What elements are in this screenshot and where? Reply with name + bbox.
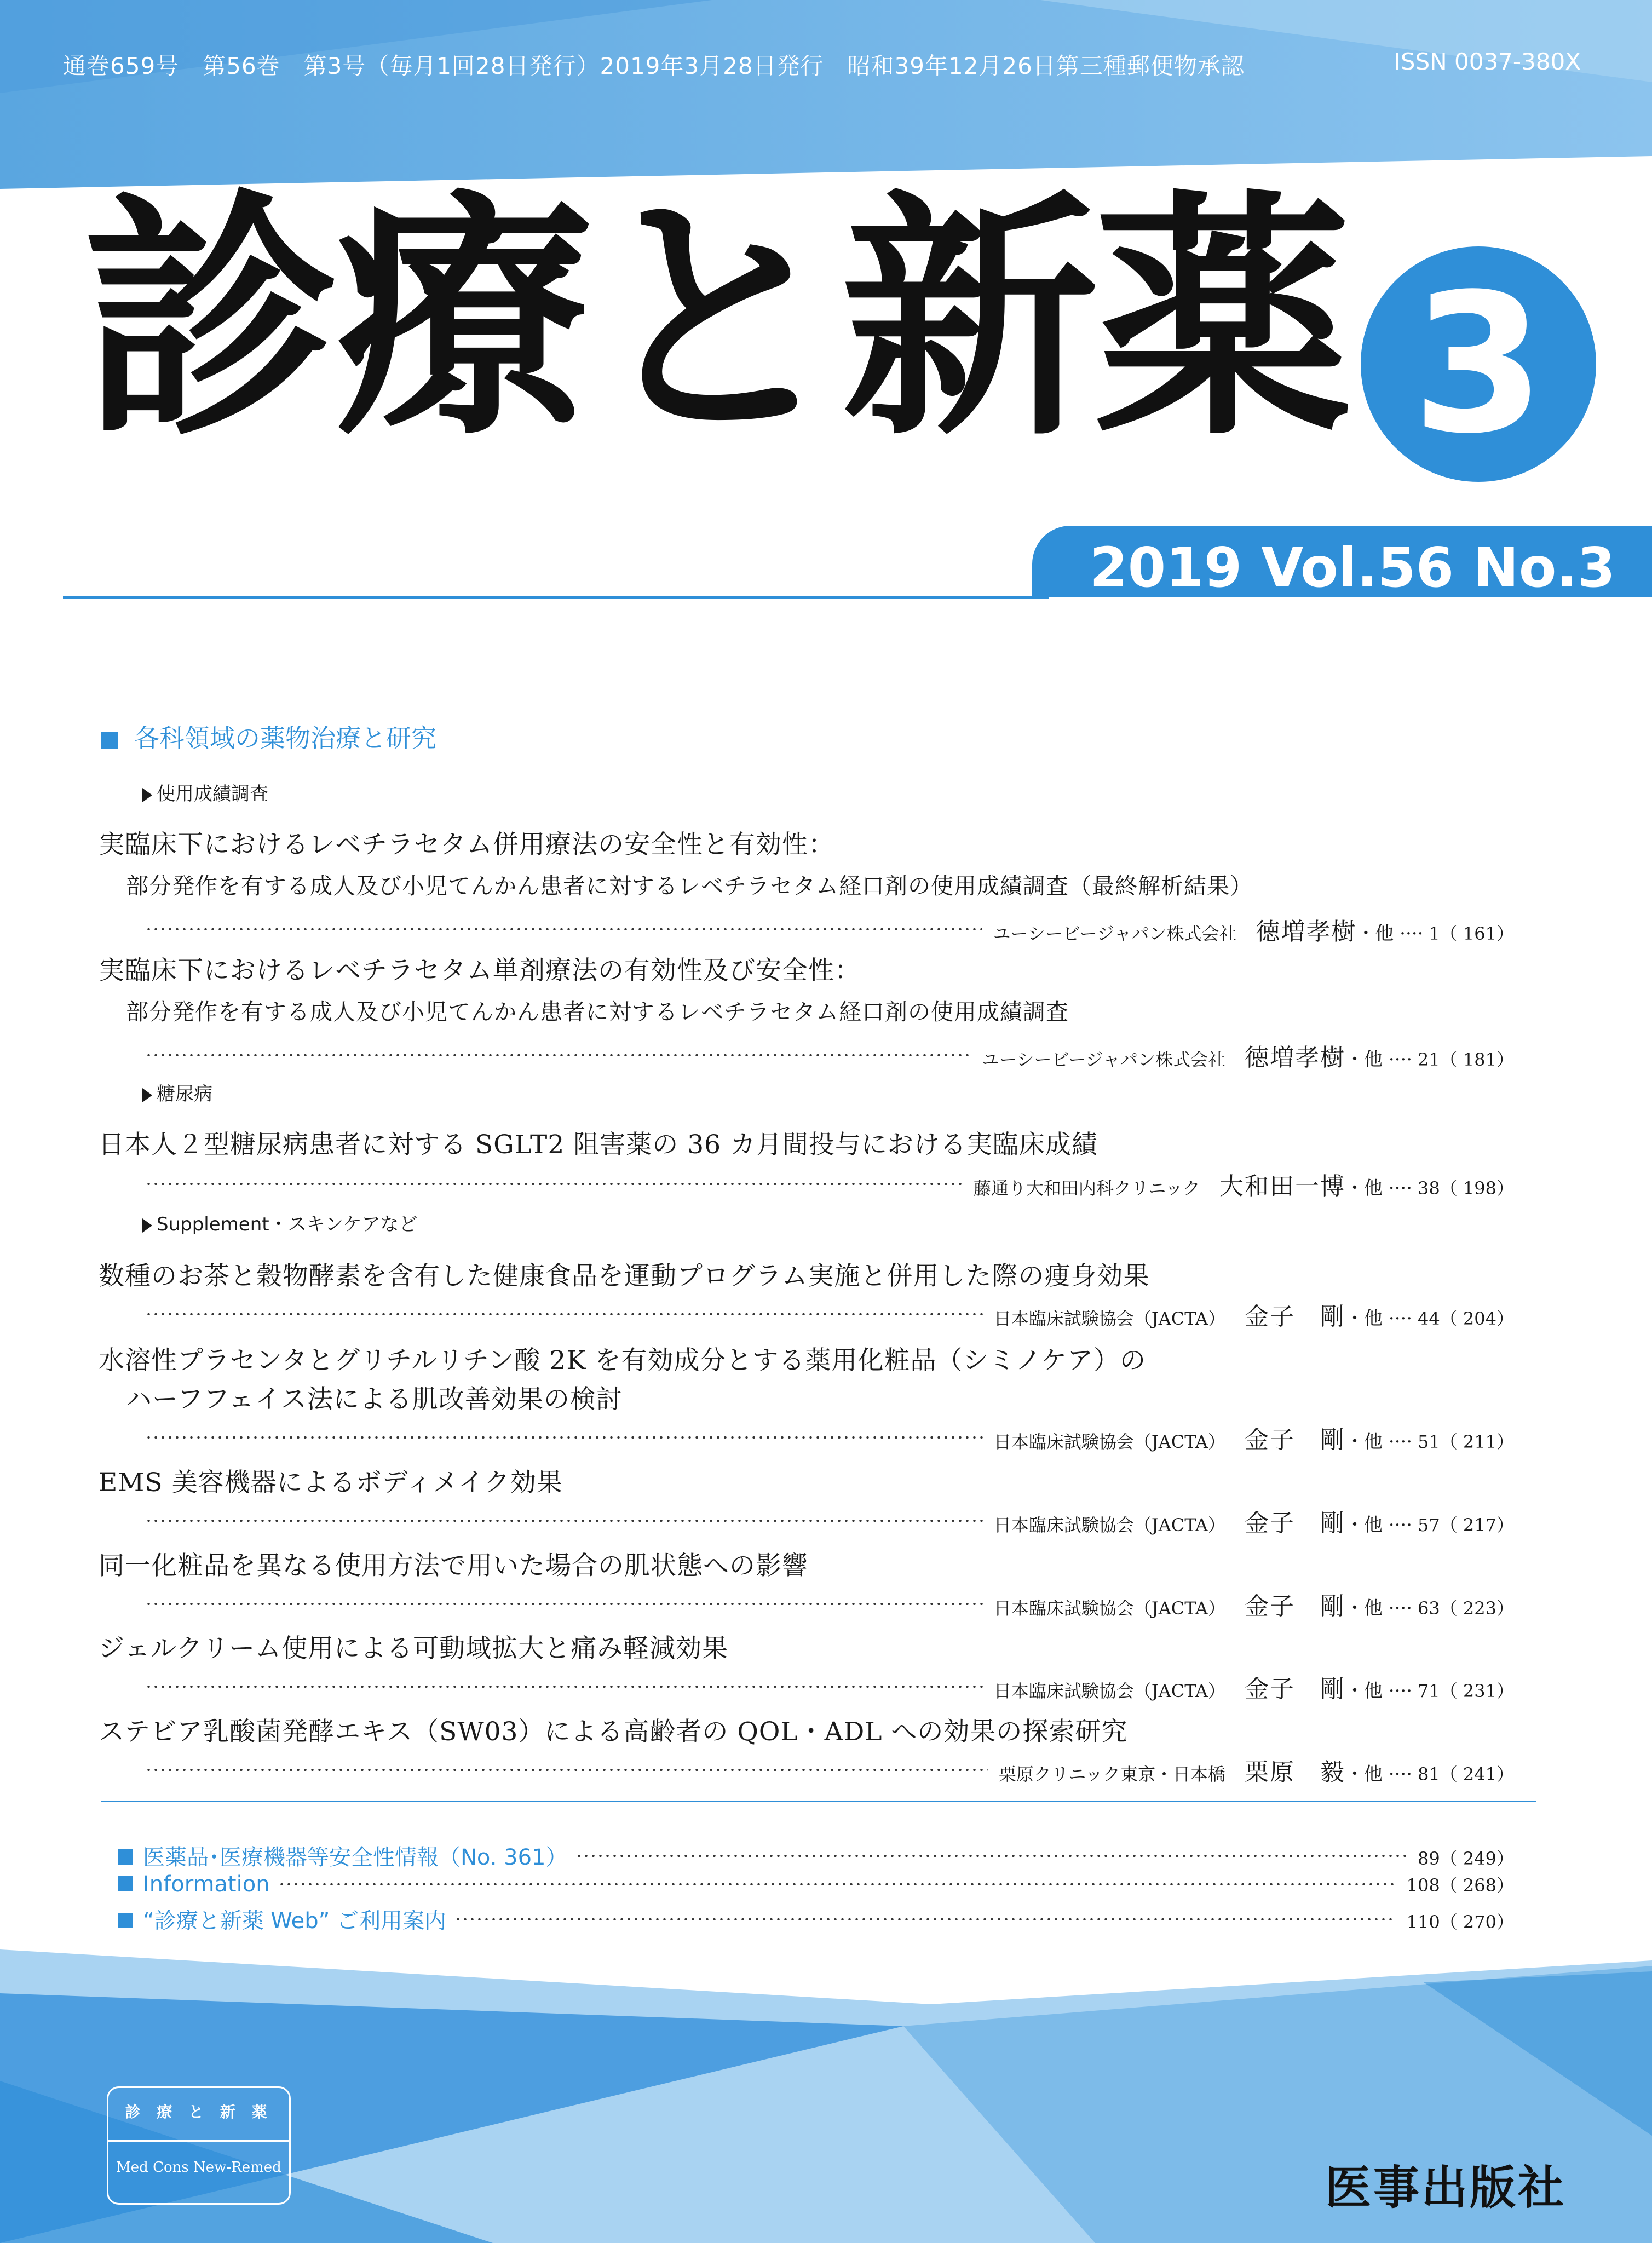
subheading-label: 使用成績調査 bbox=[157, 783, 268, 805]
subheading bbox=[142, 1079, 212, 1106]
bottom-item-label: “診療と新薬 Web” ご利用案内 bbox=[143, 1908, 447, 1934]
subheading-label: Supplement・スキンケアなど bbox=[157, 1213, 418, 1235]
subheading bbox=[142, 779, 268, 806]
affiliation: 藤通り大和田内科クリニック bbox=[973, 1178, 1200, 1199]
article-title-cont: ハーフフェイス法による肌改善効果の検討 bbox=[126, 1384, 623, 1414]
author-etc: ・他 ···· bbox=[1345, 1680, 1413, 1702]
author-etc: ・他 ···· bbox=[1345, 1049, 1413, 1071]
article-byline bbox=[145, 1420, 1514, 1455]
triangle-bullet-icon bbox=[142, 1088, 152, 1102]
leader-dots bbox=[145, 1603, 983, 1605]
page-number: 44（ 204） bbox=[1418, 1308, 1514, 1329]
leader-dots bbox=[145, 1520, 983, 1522]
section-heading bbox=[101, 718, 436, 755]
article-byline bbox=[145, 912, 1514, 947]
leader-dots bbox=[145, 928, 982, 930]
article-byline bbox=[145, 1297, 1514, 1332]
bottom-item[interactable] bbox=[118, 1872, 1514, 1897]
subheading bbox=[142, 1209, 418, 1236]
article-title[interactable]: 同一化粧品を異なる使用方法で用いた場合の肌状態への影響 bbox=[99, 1551, 808, 1581]
page-number: 108（ 268） bbox=[1406, 1875, 1514, 1896]
leader-dots bbox=[145, 1769, 988, 1771]
page-number: 21（ 181） bbox=[1418, 1049, 1514, 1070]
author: 栗原 毅 bbox=[1244, 1758, 1345, 1786]
affiliation: ユーシービージャパン株式会社 bbox=[982, 1049, 1225, 1070]
bottom-item-label: 医薬品･医療機器等安全性情報（No. 361） bbox=[143, 1845, 568, 1870]
page-number: 110（ 270） bbox=[1406, 1912, 1514, 1933]
square-bullet-icon bbox=[101, 732, 118, 749]
leader-dots bbox=[145, 1686, 983, 1688]
leader-dots bbox=[145, 1054, 971, 1056]
page-number: 71（ 231） bbox=[1418, 1681, 1514, 1701]
author-etc: ・他 ···· bbox=[1345, 1431, 1413, 1453]
issn: ISSN 0037-380X bbox=[1394, 48, 1581, 75]
article-title[interactable]: 実臨床下におけるレベチラセタム併用療法の安全性と有効性： bbox=[99, 830, 834, 860]
bottom-item[interactable] bbox=[118, 1903, 1514, 1935]
article-title[interactable]: 水溶性プラセンタとグリチルリチン酸 2K を有効成分とする薬用化粧品（シミノケア）の bbox=[99, 1345, 1147, 1376]
author: 金子 剛 bbox=[1244, 1303, 1345, 1331]
leader-dots bbox=[575, 1855, 1407, 1857]
page-number: 57（ 217） bbox=[1418, 1515, 1514, 1535]
affiliation: 日本臨床試験協会（JACTA） bbox=[993, 1431, 1225, 1452]
author: 徳増孝樹 bbox=[1244, 1044, 1345, 1072]
triangle-bullet-icon bbox=[142, 788, 152, 802]
page-number: 63（ 223） bbox=[1418, 1598, 1514, 1619]
author-etc: ・他 ···· bbox=[1345, 1514, 1413, 1536]
logo-jp-text: 診 療 と 新 薬 bbox=[125, 2103, 273, 2121]
author-etc: ・他 ···· bbox=[1356, 923, 1424, 945]
author: 金子 剛 bbox=[1244, 1592, 1345, 1620]
publisher-name: 医事出版社 bbox=[1325, 2161, 1567, 2215]
affiliation: 日本臨床試験協会（JACTA） bbox=[993, 1308, 1225, 1329]
affiliation: 栗原クリニック東京・日本橋 bbox=[998, 1764, 1225, 1785]
leader-dots bbox=[145, 1183, 963, 1185]
page-number: 51（ 211） bbox=[1418, 1431, 1514, 1452]
author-etc: ・他 ···· bbox=[1345, 1308, 1413, 1330]
page-number: 81（ 241） bbox=[1418, 1764, 1514, 1785]
article-byline bbox=[145, 1752, 1514, 1787]
article-title[interactable]: 数種のお茶と穀物酵素を含有した健康食品を運動プログラム実施と併用した際の痩身効果 bbox=[99, 1261, 1150, 1291]
square-bullet-icon bbox=[118, 1913, 133, 1928]
header-meta: 通巻659号 第56巻 第3号（毎月1回28日発行）2019年3月28日発行 昭和39年12月26日第三種郵便物承認 bbox=[63, 53, 1245, 79]
author: 金子 剛 bbox=[1244, 1509, 1345, 1537]
issue-number-badge: 3 bbox=[1361, 246, 1596, 482]
square-bullet-icon bbox=[118, 1849, 133, 1865]
bottom-item-label: Information bbox=[143, 1872, 270, 1897]
leader-dots bbox=[278, 1883, 1396, 1885]
article-title[interactable]: 実臨床下におけるレベチラセタム単剤療法の有効性及び安全性： bbox=[99, 956, 861, 986]
article-byline bbox=[145, 1038, 1514, 1073]
author-etc: ・他 ···· bbox=[1345, 1177, 1413, 1199]
affiliation: 日本臨床試験協会（JACTA） bbox=[993, 1515, 1225, 1535]
logo-divider bbox=[108, 2140, 289, 2142]
affiliation: 日本臨床試験協会（JACTA） bbox=[993, 1681, 1225, 1701]
journal-title: 診療と新薬 bbox=[82, 170, 1347, 470]
page-number: 38（ 198） bbox=[1418, 1178, 1514, 1199]
section-heading-label: 各科領域の薬物治療と研究 bbox=[134, 723, 436, 753]
article-subtitle: 部分発作を有する成人及び小児てんかん患者に対するレベチラセタム経口剤の使用成績調査（最終解析結果） bbox=[126, 873, 1253, 899]
article-byline bbox=[145, 1503, 1514, 1538]
logo-en-text: Med Cons New-Remed bbox=[116, 2159, 281, 2176]
subheading-label: 糖尿病 bbox=[157, 1083, 212, 1105]
affiliation: 日本臨床試験協会（JACTA） bbox=[993, 1598, 1225, 1619]
article-byline bbox=[145, 1669, 1514, 1704]
author: 徳増孝樹 bbox=[1256, 918, 1357, 946]
article-subtitle: 部分発作を有する成人及び小児てんかん患者に対するレベチラセタム経口剤の使用成績調査 bbox=[126, 999, 1069, 1025]
triangle-bullet-icon bbox=[142, 1218, 152, 1233]
article-byline bbox=[145, 1166, 1514, 1201]
journal-logo bbox=[107, 2086, 291, 2205]
author: 金子 剛 bbox=[1244, 1426, 1345, 1454]
volume-line: 2019 Vol.56 No.3 bbox=[1090, 536, 1615, 600]
article-title[interactable]: EMS 美容機器によるボディメイク効果 bbox=[99, 1468, 563, 1498]
page-number: 89（ 249） bbox=[1418, 1848, 1514, 1869]
bottom-item[interactable] bbox=[118, 1840, 1514, 1871]
author-etc: ・他 ···· bbox=[1345, 1763, 1413, 1785]
divider bbox=[101, 1801, 1536, 1802]
author: 金子 剛 bbox=[1244, 1675, 1345, 1703]
author: 大和田一博 bbox=[1219, 1172, 1345, 1200]
article-title[interactable]: ステビア乳酸菌発酵エキス（SW03）による高齢者の QOL・ADL への効果の探索研究 bbox=[99, 1717, 1128, 1747]
page-number: 1（ 161） bbox=[1429, 923, 1514, 944]
article-byline bbox=[145, 1586, 1514, 1621]
affiliation: ユーシービージャパン株式会社 bbox=[993, 923, 1237, 944]
author-etc: ・他 ···· bbox=[1345, 1597, 1413, 1619]
article-title[interactable]: 日本人２型糖尿病患者に対する SGLT2 阻害薬の 36 カ月間投与における実臨床成績 bbox=[99, 1130, 1098, 1160]
leader-dots bbox=[145, 1436, 983, 1439]
leader-dots bbox=[145, 1313, 983, 1315]
article-title[interactable]: ジェルクリーム使用による可動域拡大と痛み軽減効果 bbox=[99, 1634, 729, 1664]
leader-dots bbox=[454, 1918, 1396, 1920]
square-bullet-icon bbox=[118, 1876, 133, 1891]
